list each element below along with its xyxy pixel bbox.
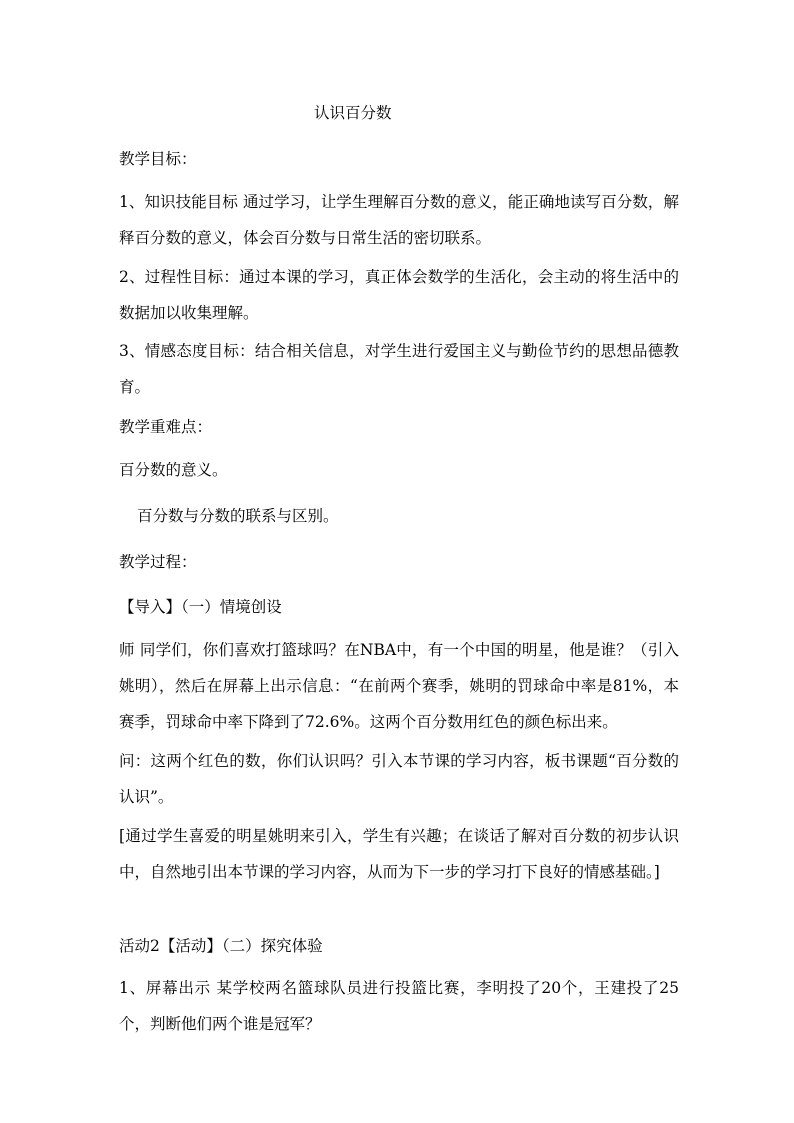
paragraph-intro-heading: 【导入】（一）情境创设 [119, 598, 282, 616]
paragraph-process-heading: 教学过程： [119, 553, 197, 571]
paragraph-goal-emotion: 3、情感态度目标：结合相关信息，对学生进行爱国主义与勤俭节约的思想品德教育。 [119, 342, 679, 396]
paragraph-activity-content: 1、屏幕出示 某学校两名篮球队员进行投篮比赛，李明投了20个，王建投了25个，判断他们两个谁是冠军？ [119, 979, 679, 1033]
paragraph-key-points-heading: 教学重难点： [119, 418, 213, 436]
paragraph-design-note: [通过学生喜爱的明星姚明来引入，学生有兴趣；在谈话了解对百分数的初步认识中，自然地引出本节课的学习内容，从而为下一步的学习打下良好的情感基础。] [119, 827, 679, 881]
paragraph-key-point-2: 百分数与分数的联系与区别。 [137, 507, 339, 525]
paragraph-goal-knowledge: 1、知识技能目标 通过学习，让学生理解百分数的意义，能正确地读写百分数，解释百分数的意义，体会百分数与日常生活的密切联系。 [119, 193, 679, 247]
paragraph-question: 问：这两个红色的数，你们认识吗？引入本节课的学习内容，板书课题“百分数的认识”。 [119, 752, 679, 806]
paragraph-teaching-goals-heading: 教学目标： [119, 150, 197, 168]
document-title: 认识百分数 [314, 104, 392, 122]
paragraph-activity-heading: 活动2【活动】（二）探究体验 [119, 937, 323, 955]
paragraph-key-point-1: 百分数的意义。 [119, 461, 228, 479]
paragraph-intro-content: 师 同学们，你们喜欢打篮球吗？在NBA中，有一个中国的明星，他是谁？（引入姚明），然后在屏幕上出示信息：“在前两个赛季，姚明的罚球命中率是81%，本赛季，罚球命中率下降到了72.6%。这两个百分数用红色的颜色标出来。 [119, 641, 679, 731]
paragraph-goal-process: 2、过程性目标：通过本课的学习，真正体会数学的生活化，会主动的将生活中的数据加以收集理解。 [119, 268, 679, 322]
